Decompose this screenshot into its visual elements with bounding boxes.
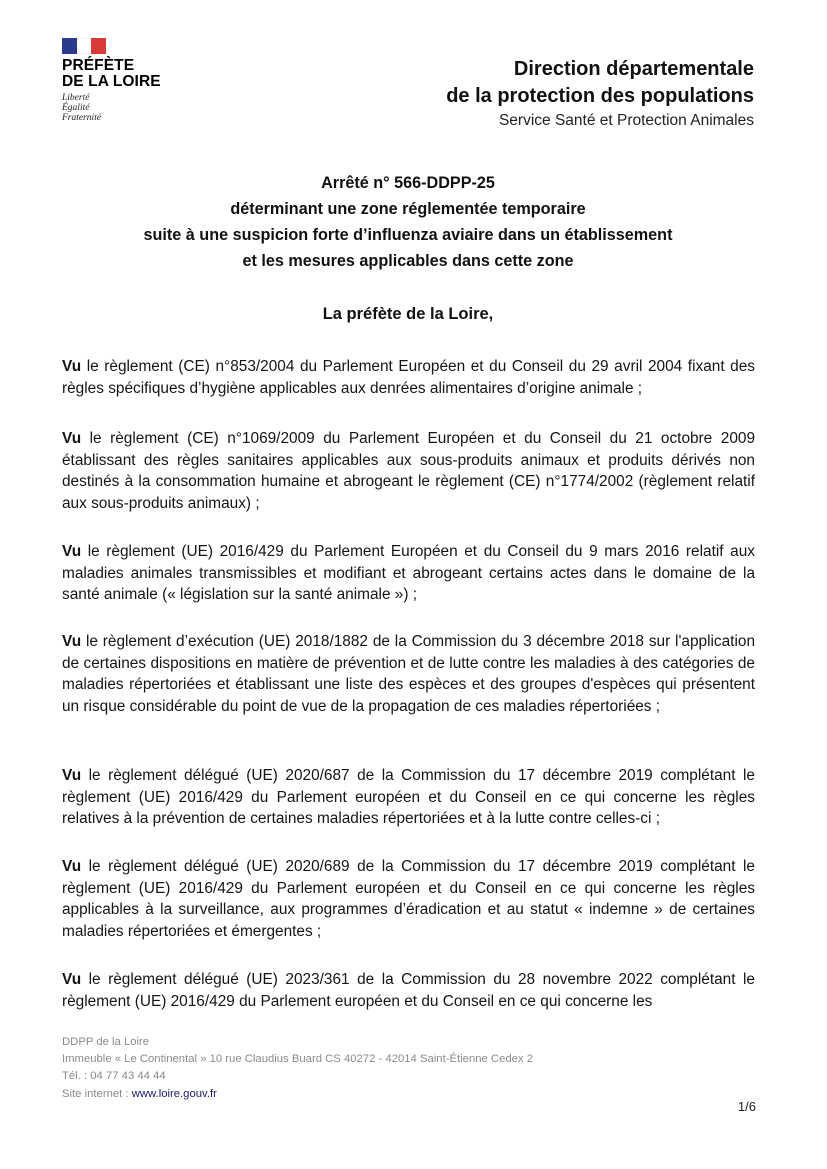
- considerant-text: le règlement délégué (UE) 2020/689 de la Commission du 17 décembre 2019 complétant le règlement (UE) 2016/429 du Parlement européen et du Conseil en ce qui concerne les règles applicables à la surveillance, aux programmes d’éradication et au statut « indemne » de certaines maladies répertoriées et émergentes ;: [62, 858, 755, 940]
- considerant-7: [62, 969, 755, 1012]
- direction-line2: de la protection des populations: [446, 85, 754, 107]
- considerant-3: [62, 541, 755, 606]
- decree-number: Arrêté n° 566-DDPP-25: [321, 174, 495, 192]
- footer-site-label: Site internet :: [62, 1087, 132, 1100]
- logo-name-line2: DE LA LOIRE: [62, 73, 161, 90]
- logo-name-line1: PRÉFÈTE: [62, 57, 135, 74]
- considerant-text: le règlement délégué (UE) 2023/361 de la Commission du 28 novembre 2022 complétant le règlement (UE) 2016/429 du Parlement européen et du Conseil en ce qui concerne les: [62, 971, 755, 1010]
- footer-site: [62, 1086, 533, 1103]
- footer-address: Immeuble « Le Continental » 10 rue Claudius Buard CS 40272 - 42014 Saint-Étienne Cedex 2: [62, 1053, 534, 1066]
- vu-keyword: Vu: [62, 858, 82, 875]
- prefecture-logo: [62, 38, 202, 123]
- considerant-text: le règlement délégué (UE) 2020/687 de la Commission du 17 décembre 2019 complétant le règlement (UE) 2016/429 du Parlement européen et du Conseil en ce qui concerne les règles relatives à la prévention de certaines maladies répertoriées et à la lutte contre celles-ci ;: [62, 767, 755, 827]
- vu-keyword: Vu: [62, 358, 82, 375]
- page-number: 1/6: [737, 1099, 756, 1114]
- vu-keyword: Vu: [62, 430, 82, 447]
- service-name: Service Santé et Protection Animales: [498, 112, 754, 129]
- considerant-6: [62, 856, 755, 942]
- footer-site-link[interactable]: www.loire.gouv.fr: [131, 1087, 217, 1100]
- marianne-flag-icon: [62, 38, 106, 54]
- considerant-text: le règlement (CE) n°1069/2009 du Parlement Européen et du Conseil du 21 octobre 2009 établissant des règles sanitaires applicables aux sous-produits animaux et produits dérivés non destinés à la consommation humaine et abrogeant le règlement (CE) n°1774/2002 (règlement relatif aux sous-produits animaux) ;: [62, 430, 755, 512]
- footer-org: DDPP de la Loire: [62, 1036, 150, 1048]
- considerant-text: le règlement (UE) 2016/429 du Parlement Européen et du Conseil du 9 mars 2016 relatif aux maladies animales transmissibles et modifiant et abrogeant certains actes dans le domaine de la santé animale (« législation sur la santé animale ») ;: [62, 543, 755, 603]
- footer-phone: Tél. : 04 77 43 44 44: [62, 1070, 166, 1083]
- vu-keyword: Vu: [62, 971, 82, 988]
- considerant-text: le règlement d’exécution (UE) 2018/1882 de la Commission du 3 décembre 2018 sur l'application de certaines dispositions en matière de prévention et de lutte contre les maladies à des catégories de maladies répertoriées et établissant une liste des espèces et des groupes d'espèces qui présentent un risque considérable du point de vue de la propagation de ces maladies répertoriées ;: [62, 633, 755, 715]
- direction-header: [446, 56, 754, 131]
- vu-keyword: Vu: [62, 633, 82, 650]
- title-line-4: et les mesures applicables dans cette zone: [242, 252, 574, 270]
- vu-keyword: Vu: [62, 543, 82, 560]
- prefete-heading: La préfète de la Loire,: [322, 305, 494, 323]
- vu-keyword: Vu: [62, 767, 82, 784]
- considerant-2: [62, 428, 755, 514]
- considerant-4: [62, 631, 755, 717]
- considerant-5: [62, 765, 755, 830]
- page-footer: [62, 1034, 533, 1103]
- motto-egalite: Égalité: [62, 103, 90, 113]
- motto-fraternite: Fraternité: [62, 113, 102, 123]
- logo-motto: [62, 93, 202, 123]
- direction-line1: Direction départementale: [513, 58, 754, 80]
- considerant-text: le règlement (CE) n°853/2004 du Parlement Européen et du Conseil du 29 avril 2004 fixant des règles spécifiques d’hygiène applicables aux denrées alimentaires d’origine animale ;: [62, 358, 755, 397]
- decree-title: [62, 170, 754, 274]
- title-line-2: déterminant une zone réglementée temporaire: [230, 200, 586, 218]
- title-line-3: suite à une suspicion forte d’influenza aviaire dans un établissement: [143, 226, 673, 244]
- considerant-1: [62, 356, 755, 399]
- motto-liberte: Liberté: [62, 93, 90, 103]
